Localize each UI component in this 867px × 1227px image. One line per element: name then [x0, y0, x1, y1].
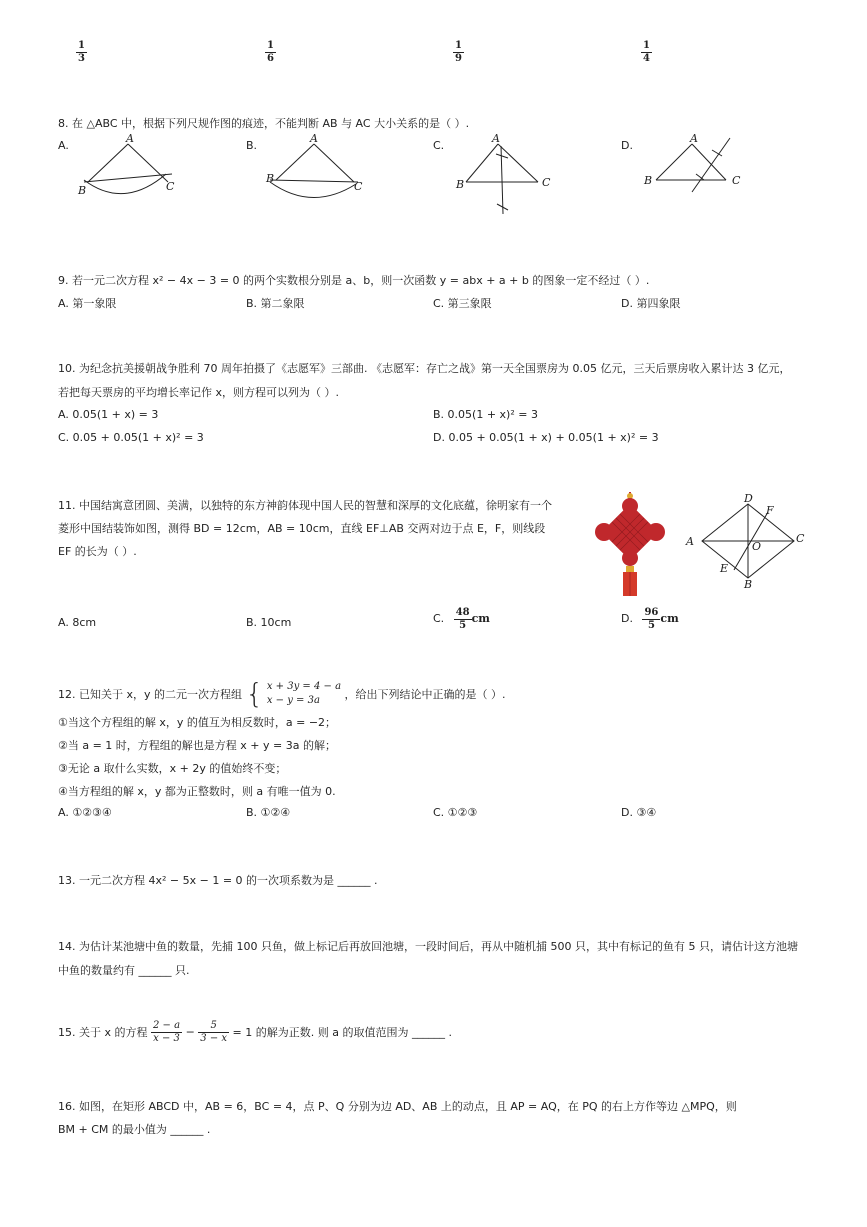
rhombus-label-d: D: [744, 492, 753, 505]
q11-option-b: B. 10cm: [246, 616, 292, 629]
top-option-b: $\frac{1}{6}$: [267, 40, 274, 64]
q8-option-a-label: A.: [58, 139, 69, 152]
svg-text:C: C: [732, 174, 741, 187]
q11-option-a: A. 8cm: [58, 616, 97, 629]
q8-figure-c: [452, 132, 562, 222]
q11-option-d: D. $\frac{96}{5}$ cm: [621, 607, 679, 631]
q10-line1: 10. 为纪念抗美援朝战争胜利 70 周年拍摄了《志愿军》三部曲. 《志愿军：存亡之战》第一天全国票房为 0.05 亿元，三天后票房收入累计达 3 亿元，: [58, 362, 791, 375]
rhombus-label-a: A: [686, 535, 694, 548]
q11-line1: 11. 中国结寓意团圆、美满，以独特的东方神韵体现中国人民的智慧和深厚的文化底蕴，徐明家有一个: [58, 499, 552, 512]
q11-option-c: C. $\frac{48}{5}$ cm: [433, 607, 490, 631]
q10-option-b: B. 0.05(1 + x)² = 3: [433, 408, 538, 421]
q8-option-d-label: D.: [621, 139, 633, 152]
rhombus-label-e: E: [720, 562, 729, 575]
q12-item-3: ③无论 a 取什么实数，x + 2y 的值始终不变；: [58, 762, 287, 775]
q12-option-b: B. ①②④: [246, 806, 291, 819]
q12-lead: 12. 已知关于 x，y 的二元一次方程组 { x + 3y = 4 − a x − y = 3a ，给出下列结论中正确的是（ ）.: [58, 677, 506, 710]
q13-text: 13. 一元二次方程 4x² − 5x − 1 = 0 的一次项系数为是 ______ .: [58, 874, 378, 887]
q15-text: 15. 关于 x 的方程 $\frac{2 - a}{x - 3}$ − $\frac{5}{3 - x}$ = 1 的解为正数. 则 a 的取值范围为 ______ .: [58, 1020, 452, 1044]
equation-system: x + 3y = 4 − a x − y = 3a: [266, 681, 342, 706]
svg-text:A: A: [690, 132, 698, 145]
svg-text:A: A: [310, 132, 318, 145]
q9-option-d: D. 第四象限: [621, 297, 681, 310]
rhombus-label-f: F: [766, 504, 774, 517]
brace-icon: {: [245, 677, 264, 710]
q12-item-2: ②当 a = 1 时，方程组的解也是方程 x + y = 3a 的解；: [58, 739, 336, 752]
rhombus-label-b: B: [744, 578, 753, 591]
q16-line2: BM + CM 的最小值为 ______ .: [58, 1123, 211, 1136]
rhombus-label-c: C: [796, 532, 805, 545]
top-option-d: $\frac{1}{4}$: [643, 40, 650, 64]
svg-text:C: C: [354, 180, 363, 193]
q10-line2: 若把每天票房的平均增长率记作 x，则方程可以列为（ ）.: [58, 386, 339, 399]
svg-text:B: B: [78, 184, 87, 197]
q16-line1: 16. 如图，在矩形 ABCD 中，AB = 6，BC = 4，点 P、Q 分别为边 AD、AB 上的动点，且 AP = AQ，在 PQ 的右上方作等边 △MPQ，则: [58, 1100, 737, 1113]
chinese-knot-image: [590, 490, 670, 600]
fraction-denominator: 3: [78, 52, 85, 64]
svg-text:B: B: [456, 178, 465, 191]
top-option-c: $\frac{1}{9}$: [455, 40, 462, 64]
q11-line3: EF 的长为（ ）.: [58, 545, 137, 558]
q9-option-c: C. 第三象限: [433, 297, 492, 310]
svg-text:A: A: [492, 132, 500, 145]
q9-option-a: A. 第一象限: [58, 297, 117, 310]
q12-option-d: D. ③④: [621, 806, 657, 819]
rhombus-label-o: O: [752, 540, 762, 553]
q11-rhombus-figure: [682, 488, 812, 593]
svg-text:B: B: [266, 172, 275, 185]
q12-option-a: A. ①②③④: [58, 806, 112, 819]
q8-figure-d: [642, 132, 752, 202]
q8-option-c-label: C.: [433, 139, 445, 152]
q10-option-d: D. 0.05 + 0.05(1 + x) + 0.05(1 + x)² = 3: [433, 431, 659, 444]
svg-text:A: A: [126, 132, 134, 145]
q10-option-a: A. 0.05(1 + x) = 3: [58, 408, 159, 421]
q8-option-b-label: B.: [246, 139, 258, 152]
svg-text:C: C: [542, 176, 551, 189]
svg-text:C: C: [166, 180, 175, 193]
q9-text: 9. 若一元二次方程 x² − 4x − 3 = 0 的两个实数根分别是 a、b，则一次函数 y = abx + a + b 的图象一定不经过（ ）.: [58, 274, 650, 287]
q10-option-c: C. 0.05 + 0.05(1 + x)² = 3: [58, 431, 204, 444]
q12-item-4: ④当方程组的解 x，y 都为正整数时，则 a 有唯一值为 0.: [58, 785, 336, 798]
q14-line1: 14. 为估计某池塘中鱼的数量，先捕 100 只鱼，做上标记后再放回池塘，一段时间后，再从中随机捕 500 只，其中有标记的鱼有 5 只，请估计这方池塘: [58, 940, 798, 953]
q8-figure-a: [74, 132, 184, 202]
q14-line2: 中鱼的数量约有 ______ 只.: [58, 964, 190, 977]
q8-figure-b: [262, 132, 372, 202]
top-option-a: [76, 40, 87, 64]
svg-text:B: B: [644, 174, 653, 187]
q12-item-1: ①当这个方程组的解 x，y 的值互为相反数时，a = −2；: [58, 716, 337, 729]
q9-option-b: B. 第二象限: [246, 297, 305, 310]
q11-line2: 菱形中国结装饰如图，测得 BD = 12cm，AB = 10cm，直线 EF⊥AB 交两对边于点 E，F，则线段: [58, 522, 546, 535]
q8-text: 8. 在 △ABC 中，根据下列尺规作图的痕迹，不能判断 AB 与 AC 大小关系的是（ ）.: [58, 117, 470, 130]
q12-option-c: C. ①②③: [433, 806, 478, 819]
fraction-numerator: 1: [78, 40, 85, 51]
